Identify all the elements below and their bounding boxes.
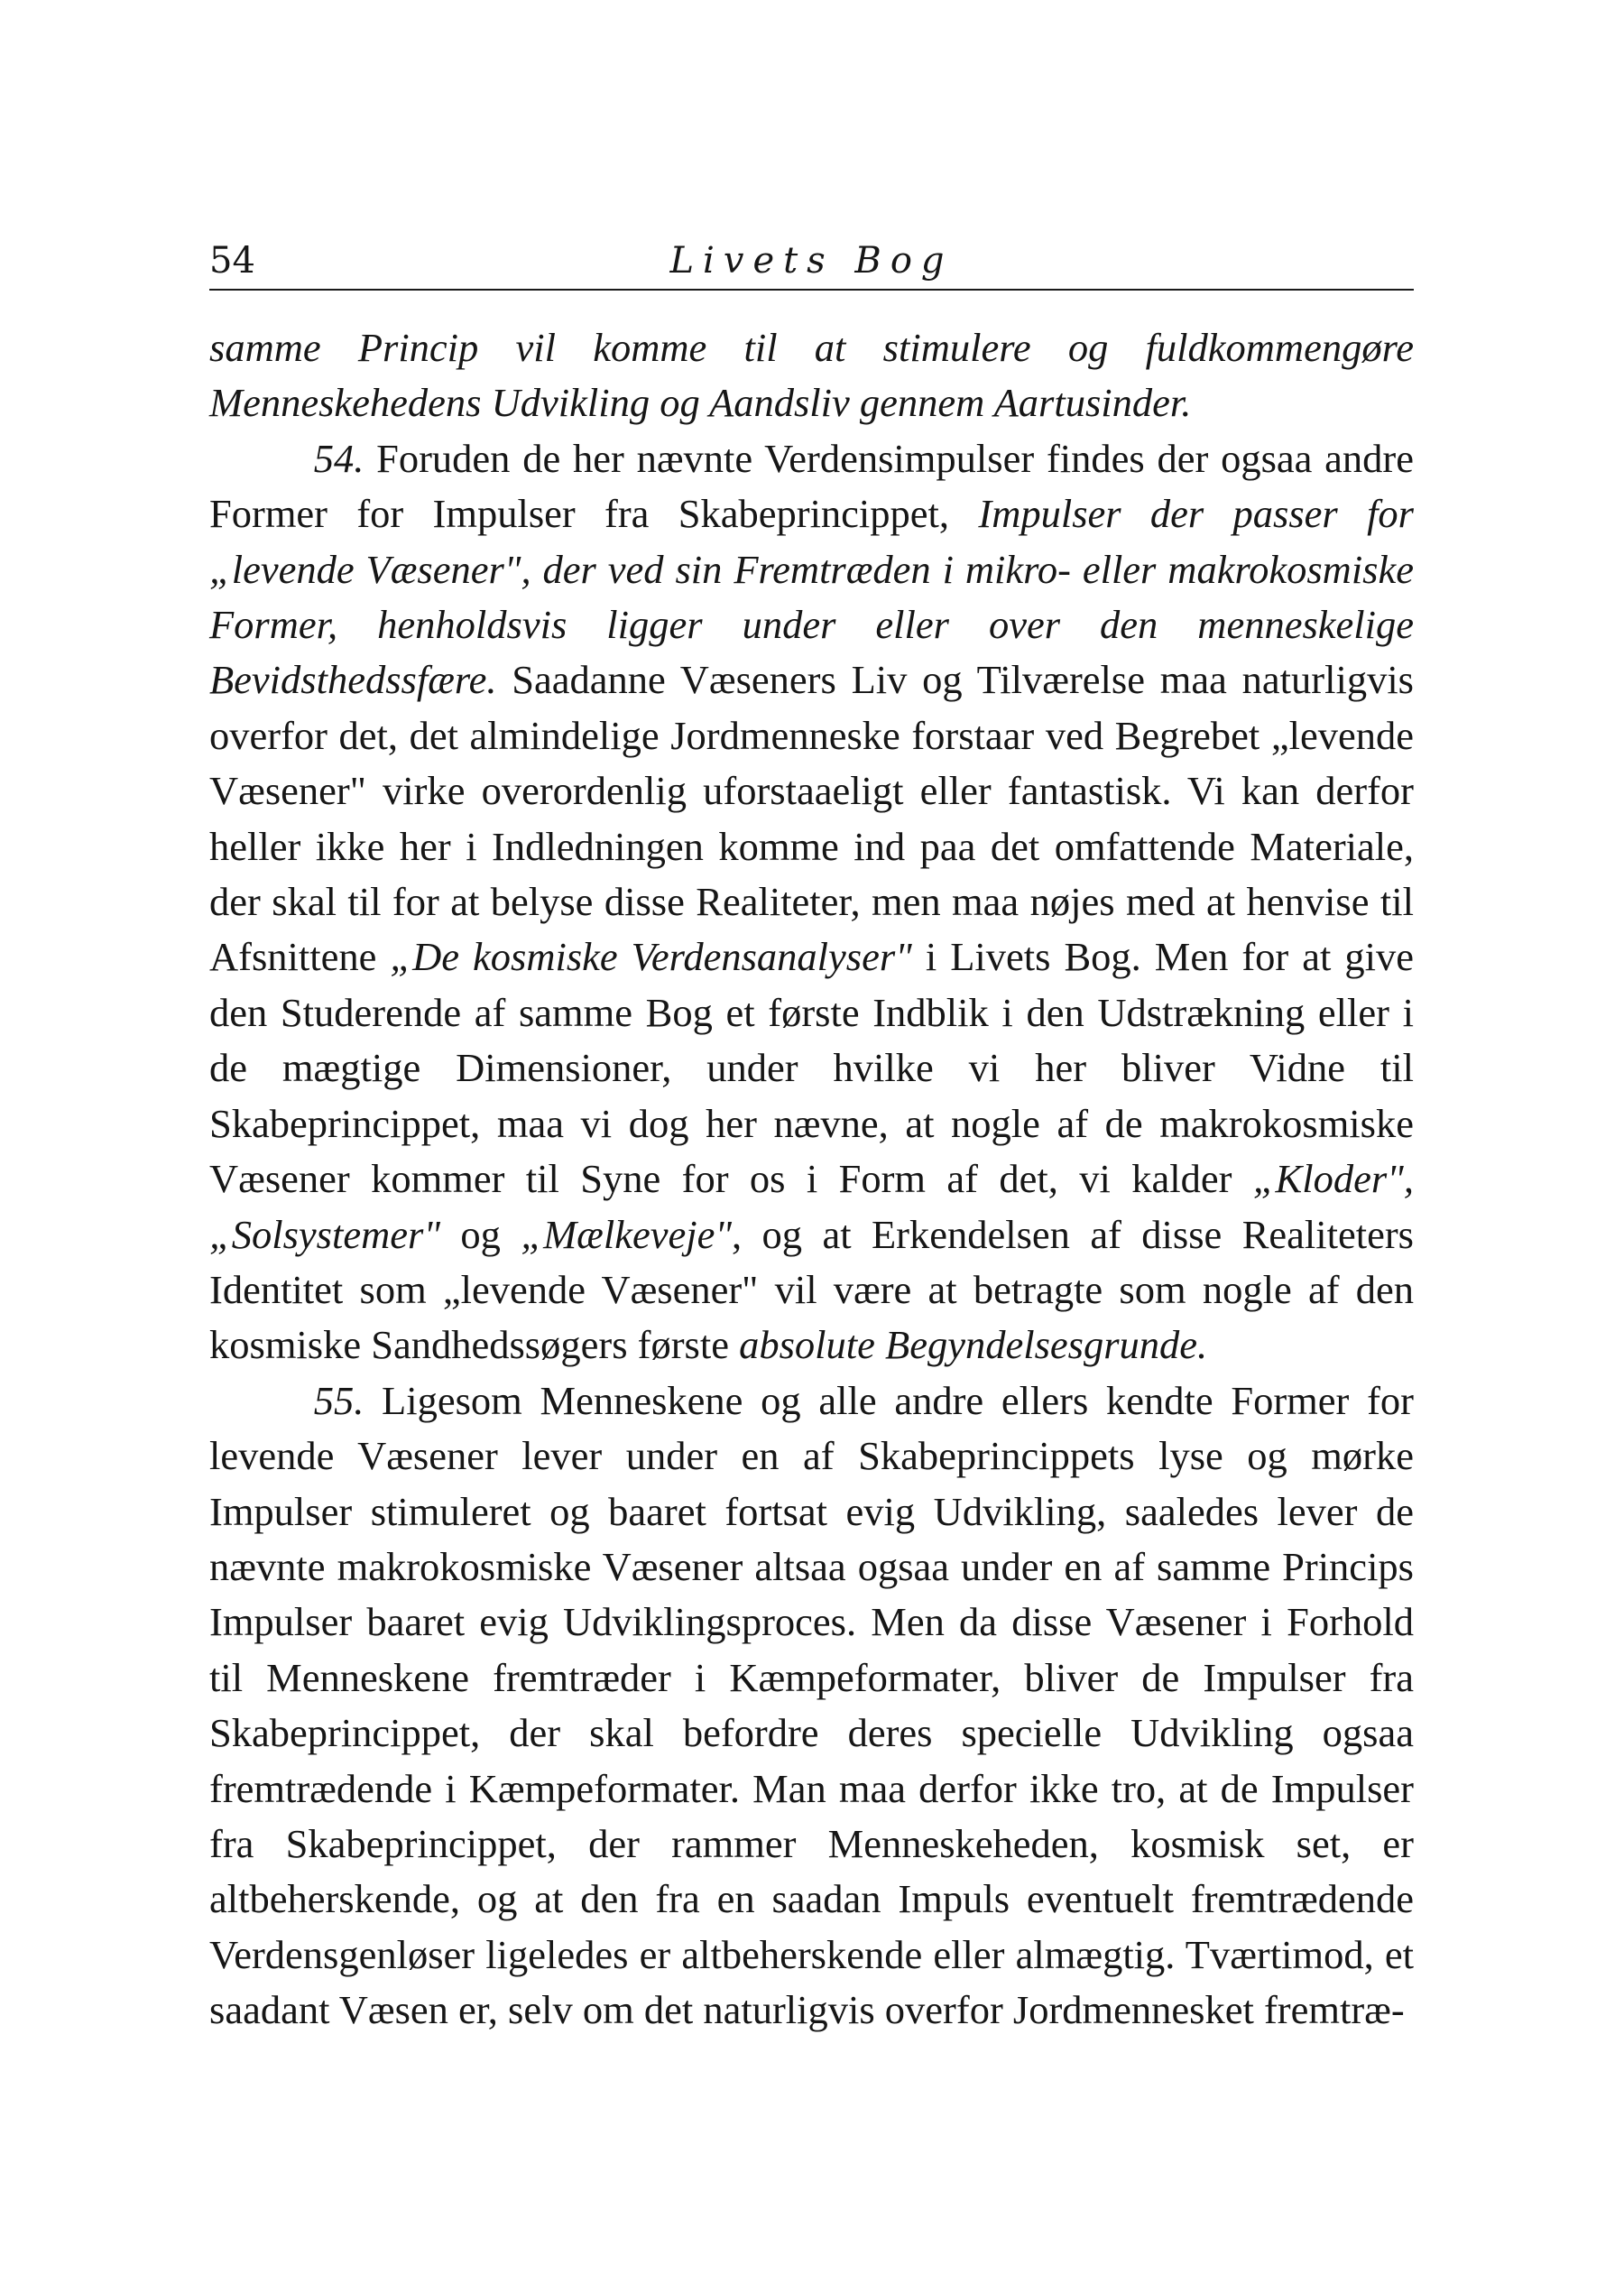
text-run: i Livets Bog. Men for at give den Studerende af samme Bog et første Indblik i den Udstrækning eller i de mægtige Dimensioner, under hvilke vi her bliver Vidne til Skabeprincippet, maa vi dog her nævne, at nogle af de makrokosmiske Væsener kommer til Syne for os i Form af det, vi kalder	[209, 934, 1414, 1202]
paragraph-55	[209, 1373, 1414, 2039]
text-run: „Kloder", „Solsystemer"	[209, 1156, 1414, 1257]
text-run: Saadanne Væseners Liv og Tilværelse maa naturligvis overfor det, det almindelige Jordmenneske forstaar ved Begrebet „levende Væsener" virke overordenlig uforstaaeligt eller fantastisk. Vi kan derfor heller ikke her i Indledningen komme ind paa det omfattende Materiale, der skal til for at belyse disse Realiteter, men maa nøjes med at henvise til Afsnittene	[209, 657, 1414, 980]
running-title: Livets Bog	[669, 240, 954, 282]
text-run: „Mælkeveje"	[521, 1211, 733, 1257]
page-number: 54	[209, 240, 255, 282]
text-run: , og at Erkendelsen af disse Realiteters Identitet som „levende Væsener" vil være at betragte som nogle af den kosmiske Sandhedssøgers første	[209, 1211, 1414, 1368]
text-run: Impulser der passer for „levende Væsener", der ved sin Fremtræden i mikro- eller makrokosmiske Former, henholdsvis ligger under eller over den menneskelige Bevidsthedssfære.	[209, 491, 1415, 703]
text-run: samme Princip vil komme til at stimulere og fuldkommengøre Menneskehedens Udvikling og Aandsliv gennem Aartusinder.	[209, 325, 1414, 426]
text-run: og	[440, 1211, 521, 1257]
body-text	[209, 320, 1414, 2039]
paragraph-number: 54.	[313, 435, 364, 481]
text-run: Foruden de her nævnte Verdensimpulser findes der ogsaa andre Former for Impulser fra Skabeprincippet,	[209, 435, 1414, 537]
text-run: „De kosmiske Verdensanalyser"	[390, 934, 912, 980]
paragraph-number: 55.	[313, 1377, 364, 1423]
running-header	[209, 233, 1414, 291]
paragraph-54	[209, 431, 1414, 1373]
paragraph-continuation	[209, 320, 1414, 431]
text-run: absolute Begyndelsesgrunde.	[739, 1322, 1208, 1368]
text-run: Ligesom Menneskene og alle andre ellers kendte Former for levende Væsener lever under en af Skabeprincippets lyse og mørke Impulser stimuleret og baaret fortsat evig Udvikling, saaledes lever de nævnte makrokosmiske Væsener altsaa ogsaa under en af samme Princips Impulser baaret evig Udviklingsproces. Men da disse Væsener i Forhold til Menneskene fremtræder i Kæmpeformater, bliver de Impulser fra Skabeprincippet, der skal befordre deres specielle Udvikling ogsaa fremtrædende i Kæmpeformater. Man maa derfor ikke tro, at de Impulser fra Skabeprincippet, der rammer Menneskeheden, kosmisk set, er altbeherskende, og at den fra en saadan Impuls eventuelt fremtrædende Verdensgenløser ligeledes er altbeherskende eller almægtig. Tværtimod, et saadant Væsen er, selv om det naturligvis overfor Jordmennesket fremtræ-	[209, 1377, 1414, 2033]
